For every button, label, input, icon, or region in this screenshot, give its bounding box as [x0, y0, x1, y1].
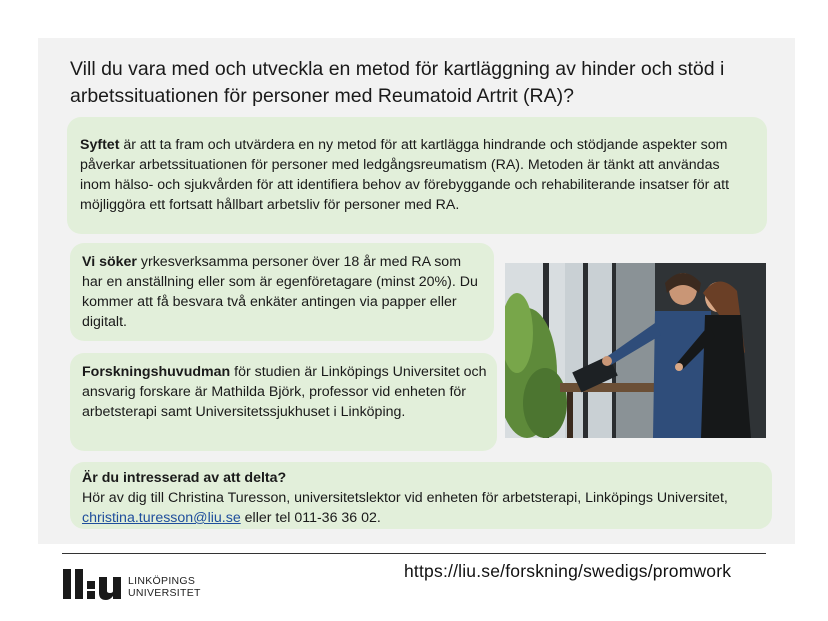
contact-lead: Är du intresserad av att delta?	[82, 470, 287, 486]
contact-line: Hör av dig till Christina Turesson, universitetslektor vid enheten för arbetsterapi, Linköpings Universitet,	[82, 490, 728, 506]
contact-tail: eller tel 011-36 36 02.	[240, 510, 381, 526]
page-title: Vill du vara med och utveckla en metod för kartläggning av hinder och stöd i arbetssituationen för personer med Reumatoid Artrit (RA)?	[70, 58, 725, 107]
contact-box	[70, 462, 772, 529]
research-box	[70, 353, 497, 451]
seeking-box	[70, 243, 494, 341]
seeking-lead: Vi söker	[82, 254, 137, 270]
purpose-box	[67, 117, 767, 234]
logo-line-1: LINKÖPINGS	[128, 575, 196, 587]
logo-line-2: UNIVERSITET	[128, 587, 201, 599]
contact-email-link[interactable]: christina.turesson@liu.se	[82, 510, 241, 526]
purpose-text: är att ta fram och utvärdera en ny metod för att kartlägga hindrande och stödjande aspekter som påverkar arbetssituationen för personer med ledgångsreumatism (RA). Metoden är tänkt att användas inom hälso- och sjukvården för att identifiera behov av förebyggande och rehabiliterande insatser för att möjliggöra ett fortsatt hållbart arbetsliv för personer med RA.	[80, 137, 730, 213]
footer-divider	[62, 553, 766, 554]
purpose-lead: Syftet	[80, 137, 120, 153]
logo-wordmark	[128, 575, 201, 599]
footer-url[interactable]: https://liu.se/forskning/swedigs/promwork	[404, 561, 732, 581]
research-text: för studien är Linköpings Universitet och ansvarig forskare är Mathilda Björk, professor vid enheten för arbetsterapi samt Universitetssjukhuset i Linköping.	[82, 364, 487, 420]
seeking-text: yrkesverksamma personer över 18 år med RA som har en anställning eller som är egenföretagare (minst 20%). Du kommer att få besvara två enkäter antingen via papper eller digitalt.	[82, 254, 478, 330]
office-photo	[505, 263, 766, 438]
research-lead: Forskningshuvudman	[82, 364, 231, 380]
